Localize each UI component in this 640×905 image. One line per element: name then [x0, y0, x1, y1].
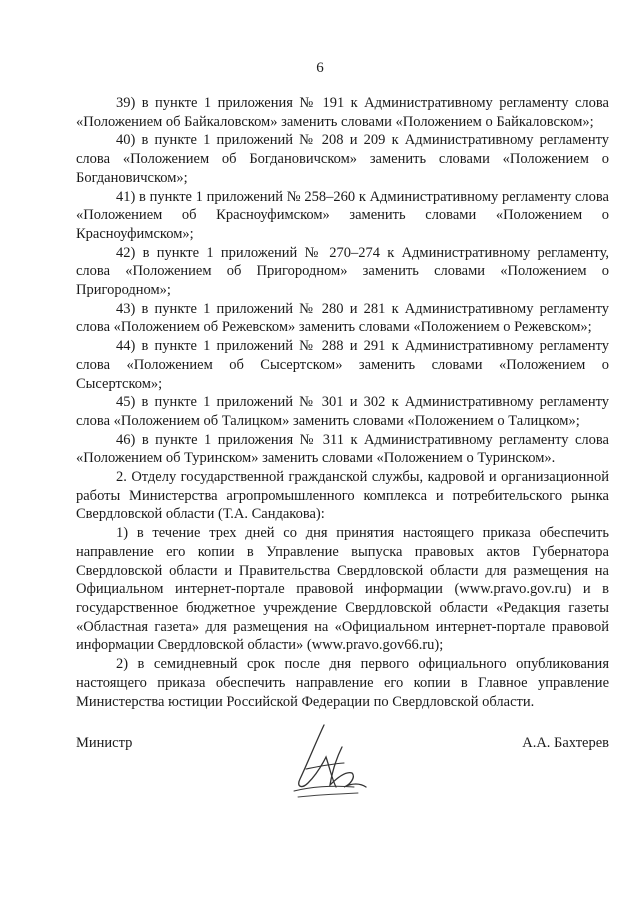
paragraph-subitem-2: 2) в семидневный срок после дня первого официального опубликования настоящего приказа обеспечить направление его копии в Главное управление Министерства юстиции Российской Федерации по Свердловской области.	[76, 656, 609, 710]
signature-block	[76, 735, 609, 825]
document-body	[76, 94, 609, 711]
paragraph-item-39: 39) в пункте 1 приложения № 191 к Административному регламенту слова «Положением об Байкаловском» заменить словами «Положением о Байкаловском»;	[76, 95, 609, 130]
paragraph-item-42: 42) в пункте 1 приложений № 270–274 к Административному регламенту, слова «Положением об Пригородном» заменить словами «Положением о Пригородном»;	[76, 244, 609, 299]
paragraph-item-40: 40) в пункте 1 приложений № 208 и 209 к Административному регламенту слова «Положением об Богдановичском» заменить словами «Положением о Богдановичском»;	[76, 132, 609, 186]
paragraph-item-44: 44) в пункте 1 приложений № 288 и 291 к Административному регламенту слова «Положением об Сысертском» заменить словами «Положением о Сысертском»;	[76, 338, 609, 392]
page-number: 6	[316, 60, 324, 76]
paragraph-subitem-1: 1) в течение трех дней со дня принятия настоящего приказа обеспечить направление его копии в Управление выпуска правовых актов Губернатора Свердловской области и Правительства Свердловской области для размещения на Официальном интернет-портале правовой информации (www.pravo.gov.ru) и в государственное бюджетное учреждение Свердловской области «Редакция газеты «Областная газета» для размещения на «Официальном интернет-портале правовой информации Свердловской области» (www.pravo.gov66.ru);	[76, 525, 609, 654]
signatory-title: Министр	[76, 735, 133, 751]
paragraph-item-45: 45) в пункте 1 приложений № 301 и 302 к Административному регламенту слова «Положением об Талицком» заменить словами «Положением о Талицком»;	[76, 394, 609, 429]
paragraph-item-46: 46) в пункте 1 приложения № 311 к Административному регламенту слова «Положением об Туринском» заменить словами «Положением о Туринском».	[76, 431, 609, 467]
paragraph-section-2: 2. Отделу государственной гражданской службы, кадровой и организационной работы Министерства агропромышленного комплекса и потребительского рынка Свердловской области (Т.А. Сандакова):	[76, 469, 609, 523]
paragraph-item-43: 43) в пункте 1 приложений № 280 и 281 к Административному регламенту слова «Положением об Режевском» заменить словами «Положением о Режевском»;	[76, 300, 609, 336]
signatory-name: А.А. Бахтерев	[522, 735, 609, 751]
handwritten-signature-icon	[286, 717, 386, 802]
paragraph-item-41: 41) в пункте 1 приложений № 258–260 к Административному регламенту слова «Положением об Красноуфимском» заменить словами «Положением о Красноуфимском»;	[76, 188, 609, 242]
